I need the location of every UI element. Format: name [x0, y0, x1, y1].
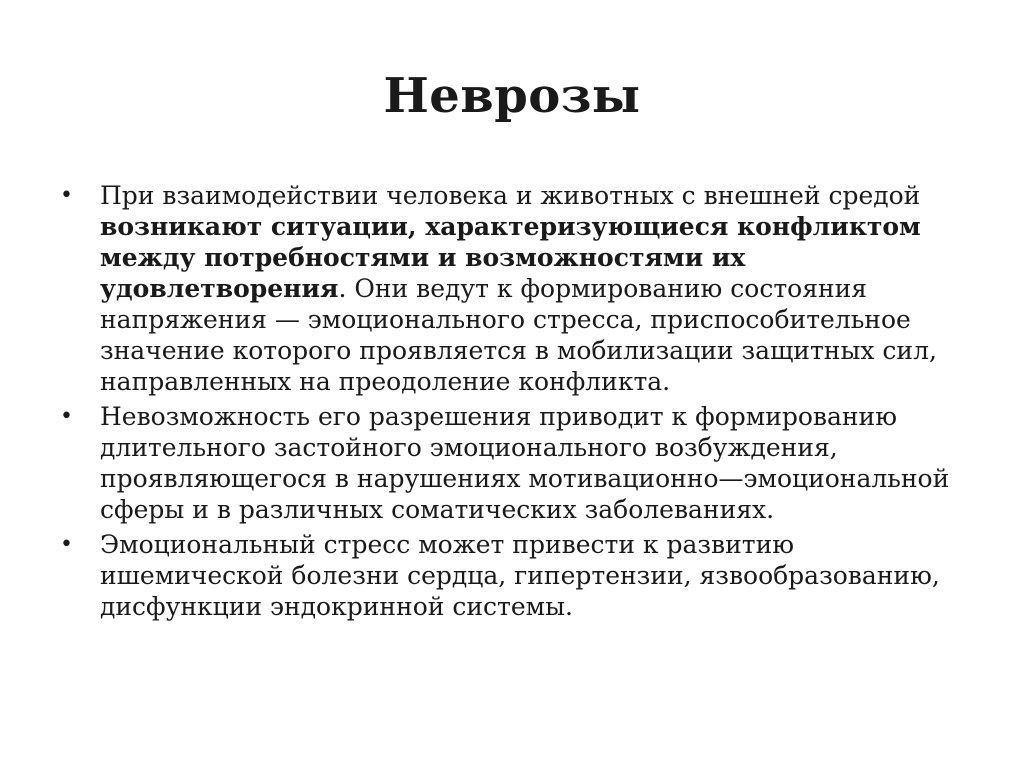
bullet-item-2: [60, 401, 960, 525]
bullet-1-intro-text: При взаимодействии человека и животных с внешней средой: [100, 181, 921, 210]
bullet-1-bold-text: возникают ситуации, характеризующиеся конфликтом между потребностями и возможностями их удовлетворения: [100, 212, 921, 303]
slide-title: Неврозы: [383, 68, 641, 124]
bullet-dot-icon: •: [60, 404, 73, 429]
bullet-item-3: [60, 529, 960, 622]
bullet-list: [60, 180, 960, 626]
bullet-2-text: Невозможность его разрешения приводит к формированию длительного застойного эмоционального возбуждения, проявляющегося в нарушениях мотивационно—эмоциональной сферы и в различных соматических заболеваниях.: [100, 402, 950, 524]
bullet-dot-icon: •: [60, 532, 73, 557]
bullet-item-1: [60, 180, 960, 397]
bullet-dot-icon: •: [60, 183, 73, 208]
bullet-3-text: Эмоциональный стресс может привести к развитию ишемической болезни сердца, гипертензии, язвообразованию, дисфункции эндокринной системы.: [100, 530, 940, 621]
bullet-1-rest-text: . Они ведут к формированию состояния напряжения — эмоционального стресса, приспособительное значение которого проявляется в мобилизации защитных сил, направленных на преодоление конфликта.: [100, 274, 937, 396]
